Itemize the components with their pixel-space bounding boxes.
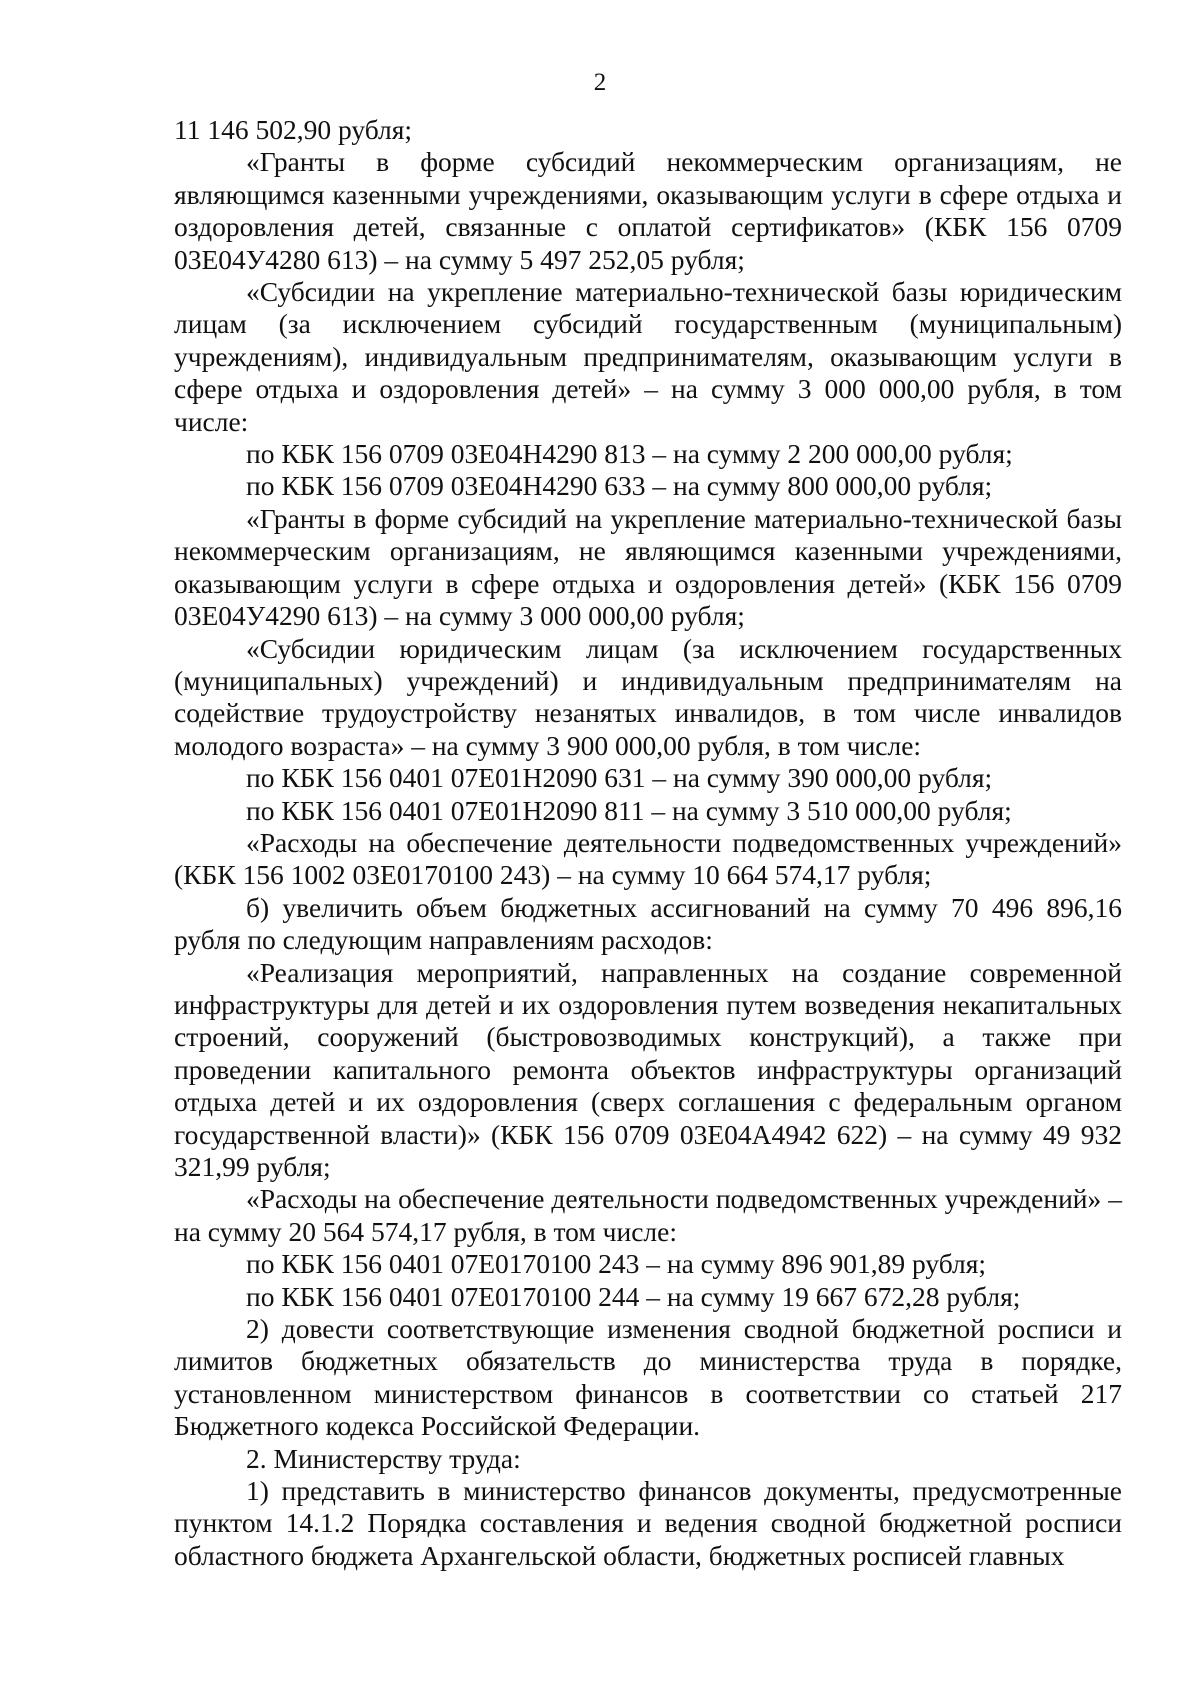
paragraph: «Субсидии юридическим лицам (за исключением государственных (муниципальных) учреждений) и индивидуальным предпринимателям на содействие трудоустройству незанятых инвалидов, в том числе инвалидов молодого возраста» – на сумму 3 900 000,00 рубля, в том числе:: [174, 632, 1122, 761]
paragraph: 11 146 502,90 рубля;: [174, 114, 413, 145]
paragraph: 2) довести соответствующие изменения сводной бюджетной росписи и лимитов бюджетных обязательств до министерства труда в порядке, установленном министерством финансов в соответствии со статьей 217 Бюджетного кодекса Российской Федерации.: [174, 1313, 1122, 1442]
paragraph: по КБК 156 0401 07Е0170100 243 – на сумму 896 901,89 рубля;: [246, 1248, 987, 1280]
paragraph: «Расходы на обеспечение деятельности подведомственных учреждений» – на сумму 20 564 574,17 рубля, в том числе:: [174, 1183, 1122, 1247]
paragraph: «Гранты в форме субсидий на укрепление материально-технической базы некоммерческим организациям, не являющимся казенными учреждениями, оказывающим услуги в сфере отдыха и оздоровления детей» (КБК 156 0709 03Е04У4290 613) – на сумму 3 000 000,00 рубля;: [174, 502, 1122, 632]
paragraph: по КБК 156 0401 07Е01Н2090 811 – на сумму 3 510 000,00 рубля;: [246, 794, 1012, 826]
paragraph: 2. Министерству труда:: [246, 1442, 521, 1474]
paragraph: «Реализация мероприятий, направленных на создание современной инфраструктуры для детей и их оздоровления путем возведения некапитальных строений, сооружений (быстровозводимых конструкций), а также при проведении капитального ремонта объектов инфраструктуры организаций отдыха детей и их оздоровления (сверх соглашения с федеральным органом государственной власти)» (КБК 156 0709 03Е04А4942 622) – на сумму 49 932 321,99 рубля;: [174, 956, 1122, 1182]
paragraph: «Расходы на обеспечение деятельности подведомственных учреждений» (КБК 156 1002 03Е0170100 243) – на сумму 10 664 574,17 рубля;: [174, 826, 1122, 891]
paragraph: по КБК 156 0709 03Е04Н4290 633 – на сумму 800 000,00 рубля;: [246, 470, 993, 502]
document-body: [174, 114, 1122, 1572]
paragraph: «Гранты в форме субсидий некоммерческим организациям, не являющимся казенными учреждениями, оказывающим услуги в сфере отдыха и оздоровления детей, связанные с оплатой сертификатов» (КБК 156 0709 03Е04У4280 613) – на сумму 5 497 252,05 рубля;: [174, 146, 1122, 275]
paragraph: б) увеличить объем бюджетных ассигнований на сумму 70 496 896,16 рубля по следующим направлениям расходов:: [174, 891, 1122, 956]
paragraph: 1) представить в министерство финансов документы, предусмотренные пунктом 14.1.2 Порядка составления и ведения сводной бюджетной росписи областного бюджета Архангельской области, бюджетных росписей главных: [174, 1475, 1122, 1571]
paragraph: по КБК 156 0401 07Е0170100 244 – на сумму 19 667 672,28 рубля;: [246, 1280, 1021, 1312]
paragraph: по КБК 156 0709 03Е04Н4290 813 – на сумму 2 200 000,00 рубля;: [246, 438, 1013, 470]
paragraph: «Субсидии на укрепление материально-технической базы юридическим лицам (за исключением субсидий государственным (муниципальным) учреждениям), индивидуальным предпринимателям, оказывающим услуги в сфере отдыха и оздоровления детей» – на сумму 3 000 000,00 рубля, в том числе:: [174, 276, 1122, 437]
paragraph: по КБК 156 0401 07Е01Н2090 631 – на сумму 390 000,00 рубля;: [246, 762, 993, 794]
page-number: 2: [593, 69, 607, 96]
